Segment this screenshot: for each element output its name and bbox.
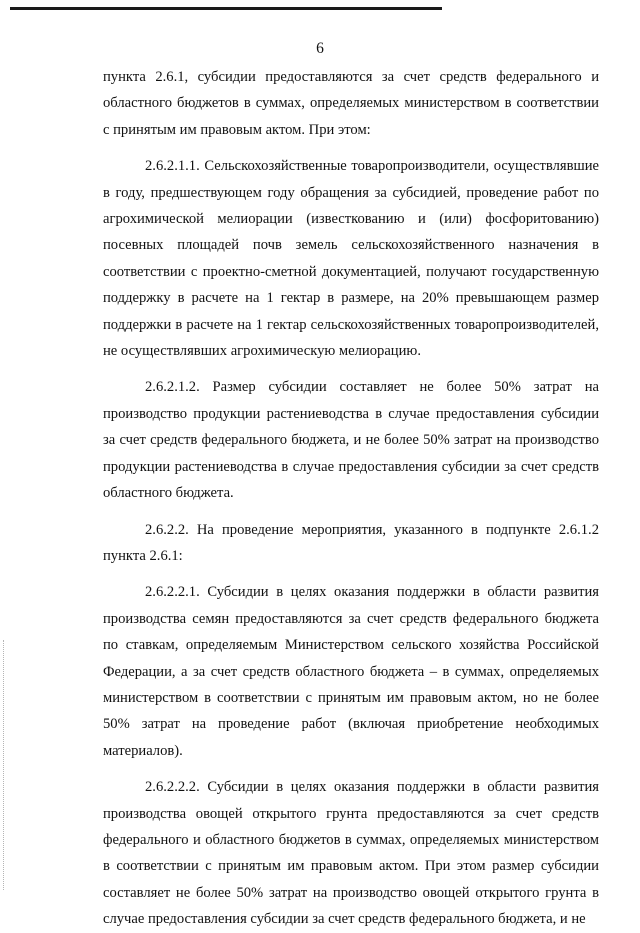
- paragraph-2-6-2-1-1: 2.6.2.1.1. Сельскохозяйственные товаропроизводители, осуществлявшие в году, предшествующем году обращения за субсидией, проведение работ по агрохимической мелиорации (известкованию и (или) фосфоритованию) посевных площадей почв земель сельскохозяйственного назначения в соответствии с проектно-сметной документацией, получают государственную поддержку в расчете на 1 гектар в размере, на 20% превышающем размер поддержки в расчете на 1 гектар сельскохозяйственных товаропроизводителей, не осуществлявших агрохимическую мелиорацию.: [103, 158, 599, 360]
- document-body: [103, 64, 599, 933]
- paragraph-2-6-2-2: 2.6.2.2. На проведение мероприятия, указанного в подпункте 2.6.1.2 пункта 2.6.1:: [103, 521, 599, 564]
- scan-margin-artifact: [3, 640, 7, 890]
- paragraph-2-6-2-2-2: 2.6.2.2.2. Субсидии в целях оказания поддержки в области развития производства овощей открытого грунта предоставляются за счет средств федерального и областного бюджетов в суммах, определяемых министерством в соответствии с принятым им правовым актом. При этом размер субсидии составляет не более 50% затрат на производство овощей открытого грунта в случае предоставления субсидии за счет средств федерального бюджета, и не: [103, 779, 599, 928]
- top-border-line: [10, 7, 442, 10]
- paragraph-continuation: пункта 2.6.1, субсидии предоставляются за счет средств федерального и областного бюджетов в суммах, определяемых министерством в соответствии с принятым им правовым актом. При этом:: [103, 69, 599, 138]
- paragraph-2-6-2-1-2: 2.6.2.1.2. Размер субсидии составляет не более 50% затрат на производство продукции растениеводства в случае предоставления субсидии за счет средств федерального бюджета, и не более 50% затрат на производство продукции растениеводства в случае предоставления субсидии за счет средств областного бюджета.: [103, 379, 599, 502]
- page-number: 6: [316, 40, 324, 57]
- paragraph-2-6-2-2-1: 2.6.2.2.1. Субсидии в целях оказания поддержки в области развития производства семян предоставляются за счет средств федерального бюджета по ставкам, определяемым Министерством сельского хозяйства Российской Федерации, а за счет средств областного бюджета – в суммах, определяемых министерством в соответствии с принятым им правовым актом, но не более 50% затрат на проведение работ (включая приобретение необходимых материалов).: [103, 584, 599, 759]
